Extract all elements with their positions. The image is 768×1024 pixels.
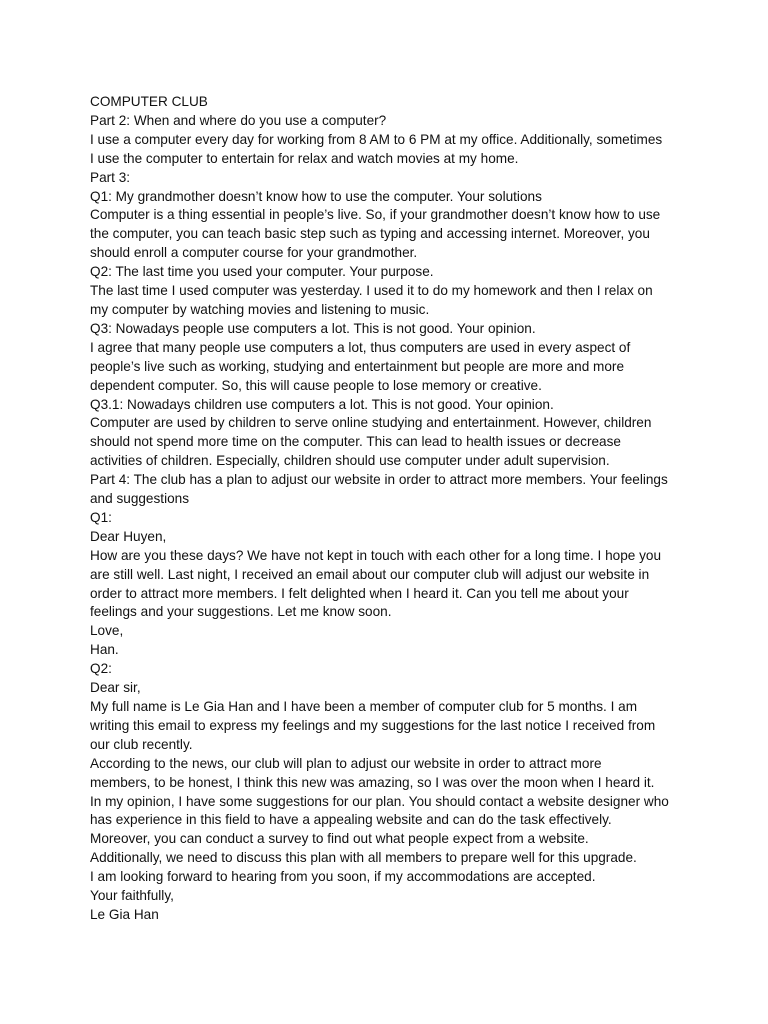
question-q3-1: Q3.1: Nowadays children use computers a lot. This is not good. Your opinion. [90, 396, 554, 412]
text-line: should not spend more time on the computer. This can lead to health issues or decrease [90, 434, 621, 450]
text-line: should enroll a computer course for your grandmother. [90, 245, 418, 261]
text-line: I use a computer every day for working from 8 AM to 6 PM at my office. Additionally, sometimes [90, 131, 663, 147]
letter-greeting: Dear Huyen, [90, 528, 167, 544]
text-line: my computer by watching movies and listening to music. [90, 301, 430, 317]
letter-greeting: Dear sir, [90, 680, 141, 696]
text-line: our club recently. [90, 736, 193, 752]
text-line: Computer is a thing essential in people’s live. So, if your grandmother doesn’t know how to use [90, 207, 661, 223]
letter-closing: Love, [90, 623, 124, 639]
text-line: members, to be honest, I think this new was amazing, so I was over the moon when I heard it. [90, 774, 655, 790]
text-line: According to the news, our club will plan to adjust our website in order to attract more [90, 755, 602, 771]
text-line: dependent computer. So, this will cause people to lose memory or creative. [90, 377, 542, 393]
text-line: Additionally, we need to discuss this plan with all members to prepare well for this upgrade. [90, 850, 637, 866]
part-4-heading: Part 4: The club has a plan to adjust our website in order to attract more members. Your feelings [90, 472, 668, 488]
document-body [90, 93, 690, 925]
text-line: I am looking forward to hearing from you soon, if my accommodations are accepted. [90, 869, 596, 885]
text-line: order to attract more members. I felt delighted when I heard it. Can you tell me about your [90, 585, 629, 601]
letter-signature: Le Gia Han [90, 906, 159, 922]
letter-signature: Han. [90, 642, 119, 658]
question-q1: Q1: My grandmother doesn’t know how to use the computer. Your solutions [90, 188, 542, 204]
part-4-q2-label: Q2: [90, 661, 112, 677]
text-line: How are you these days? We have not kept in touch with each other for a long time. I hope you [90, 547, 662, 563]
question-q2: Q2: The last time you used your computer. Your purpose. [90, 264, 434, 280]
letter-closing: Your faithfully, [90, 888, 174, 904]
text-line: are still well. Last night, I received an email about our computer club will adjust our website in [90, 566, 650, 582]
part-3-heading: Part 3: [90, 169, 131, 185]
text-line: the computer, you can teach basic step such as typing and accessing internet. Moreover, you [90, 226, 650, 242]
text-line: writing this email to express my feelings and my suggestions for the last notice I received from [90, 717, 656, 733]
text-line: has experience in this field to have a appealing website and can do the task effectively. [90, 812, 612, 828]
part-2-heading: Part 2: When and where do you use a computer? [90, 112, 387, 128]
text-line: I agree that many people use computers a lot, thus computers are used in every aspect of [90, 339, 631, 355]
text-line: I use the computer to entertain for relax and watch movies at my home. [90, 150, 519, 166]
part-4-q1-label: Q1: [90, 509, 112, 525]
text-line: Computer are used by children to serve online studying and entertainment. However, children [90, 415, 652, 431]
text-line: activities of children. Especially, children should use computer under adult supervision. [90, 453, 610, 469]
text-line: The last time I used computer was yesterday. I used it to do my homework and then I relax on [90, 283, 653, 299]
text-line: feelings and your suggestions. Let me know soon. [90, 604, 392, 620]
text-line: In my opinion, I have some suggestions for our plan. You should contact a website designer who [90, 793, 669, 809]
text-line: Moreover, you can conduct a survey to find out what people expect from a website. [90, 831, 589, 847]
question-q3: Q3: Nowadays people use computers a lot. This is not good. Your opinion. [90, 320, 536, 336]
document-title: COMPUTER CLUB [90, 94, 208, 109]
text-line: My full name is Le Gia Han and I have been a member of computer club for 5 months. I am [90, 699, 638, 714]
text-line: people’s live such as working, studying and entertainment but people are more and more [90, 358, 624, 374]
text-line: and suggestions [90, 491, 190, 507]
